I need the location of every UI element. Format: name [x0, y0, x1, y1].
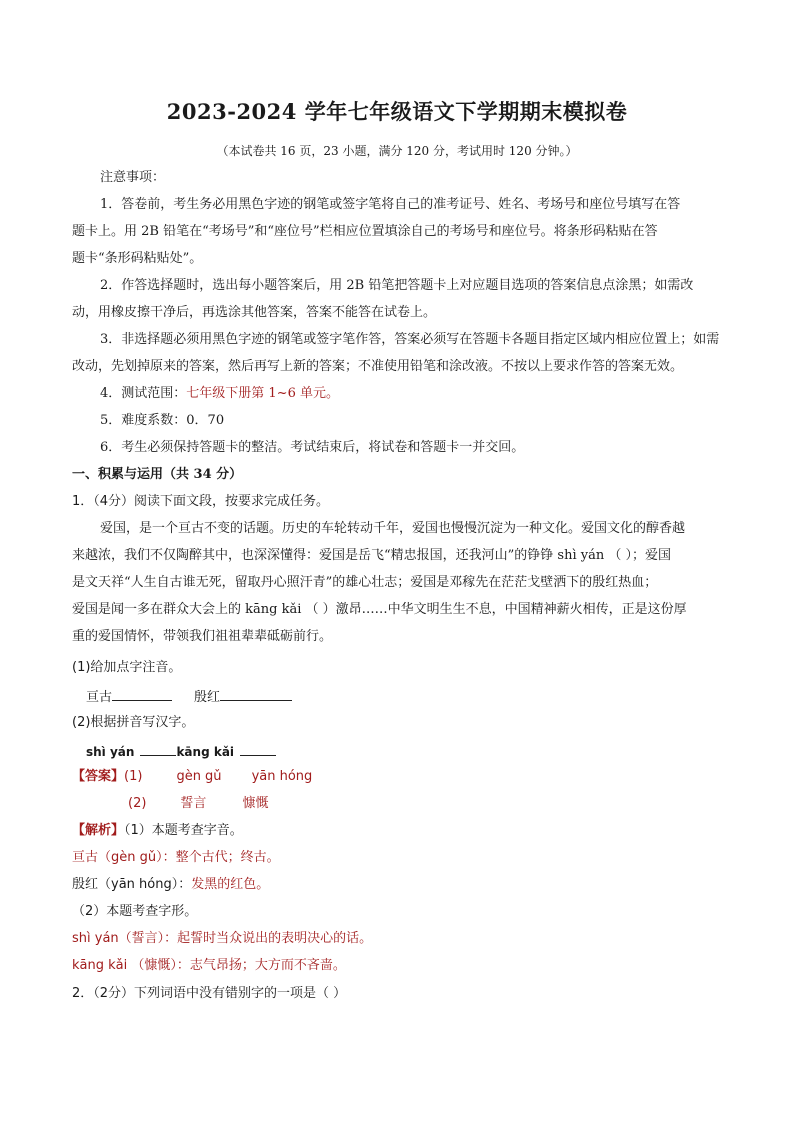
question-2-stem: 2．（2分）下列词语中没有错别字的一项是（ ）	[72, 986, 347, 1001]
test-range: 七年级下册第 1~6 单元。	[186, 386, 339, 401]
word-gengu: 亘古	[86, 690, 113, 705]
pinyin-shiyan: shì yán	[86, 745, 135, 759]
subquestion-1-items	[86, 686, 292, 708]
note-1-line-1: 1．答卷前，考生务必用黑色字迹的钢笔或签字笔将自己的准考证号、姓名、考场号和座位号填写在答	[100, 197, 681, 212]
passage-line-1: 爱国，是一个亘古不变的话题。历史的车轮转动千年，爱国也慢慢沉淀为一种文化。爱国文化的醇香越	[100, 521, 686, 536]
exam-title: 2023-2024 学年七年级语文下学期期末模拟卷	[166, 99, 628, 124]
analysis-gengu-meaning: 整个古代；终古。	[175, 850, 280, 865]
analysis-yanhong-meaning: 发黑的红色。	[191, 877, 270, 892]
exam-subtitle: （本试卷共 16 页，23 小题，满分 120 分，考试用时 120 分钟。）	[216, 144, 578, 158]
word-yanhong: 殷红	[194, 690, 221, 705]
analysis-kangkai-meaning: 志气昂扬；大方而不吝啬。	[189, 958, 346, 973]
answer-label: 【答案】	[72, 769, 125, 784]
passage-line-3: 是文天祥“人生自古谁无死，留取丹心照汗青”的雄心壮志；爱国是邓稼先在茫茫戈壁洒下的殷红热血；	[72, 575, 658, 590]
note-4	[100, 384, 339, 404]
answer-blank	[220, 686, 292, 701]
note-2-line-1: 2．作答选择题时，选出每小题答案后，用 2B 铅笔把答题卡上对应题目选项的答案信息点涂黑；如需改	[100, 278, 694, 293]
subquestion-2: (2)根据拼音写汉字。	[72, 715, 195, 730]
answer-row-2	[128, 794, 268, 814]
passage-line-5: 重的爱国情怀，带领我们祖祖辈辈砥砺前行。	[72, 629, 333, 644]
answer-blank	[112, 686, 172, 701]
analysis-kangkai-term: kāng kǎi （慷慨）：	[72, 958, 190, 973]
notes-heading: 注意事项：	[100, 170, 166, 185]
analysis-part-1: （1）本题考查字音。	[124, 823, 243, 838]
subquestion-2-items	[86, 741, 276, 762]
answer-num-1: (1)	[124, 769, 143, 784]
note-2-line-2: 动，用橡皮擦干净后，再选涂其他答案，答案不能答在试卷上。	[72, 305, 437, 320]
analysis-shiyan-term: shì yán（誓言）：	[72, 931, 178, 946]
note-4-prefix: 4．测试范围：	[100, 386, 187, 401]
analysis-shiyan-meaning: 起誓时当众说出的表明决心的话。	[177, 931, 373, 946]
analysis-part-2: （2）本题考查字形。	[72, 904, 198, 919]
analysis-yanhong	[72, 875, 269, 895]
analysis-label: 【解析】	[72, 823, 125, 838]
answer-num-2: (2)	[128, 796, 147, 811]
answer-blank	[240, 741, 276, 756]
note-3-line-1: 3．非选择题必须用黑色字迹的钢笔或签字笔作答，答案必须写在答题卡各题目指定区域内相应位置上；如需	[100, 332, 720, 347]
answer-yanhong: yān hóng	[251, 769, 313, 784]
note-6: 6．考生必须保持答题卡的整洁。考试结束后，将试卷和答题卡一并交回。	[100, 440, 525, 455]
pinyin-kangkai: kāng kǎi	[176, 745, 235, 759]
analysis-yanhong-term: 殷红（yān hóng）：	[72, 877, 192, 892]
note-5: 5．难度系数：0．70	[100, 413, 225, 428]
section-1-heading: 一、积累与运用（共 34 分）	[72, 467, 243, 482]
passage-line-2: 来越浓，我们不仅陶醉其中，也深深懂得：爱国是岳飞“精忠报国，还我河山”的铮铮 shì yán （ ）；爱国	[72, 548, 671, 563]
analysis-gengu-term: 亘古（gèn gǔ）：	[72, 850, 176, 865]
note-1-line-2: 题卡上。用 2B 铅笔在“考场号”和“座位号”栏相应位置填涂自己的考场号和座位号。将条形码粘贴在答	[72, 224, 658, 239]
analysis-kangkai	[72, 956, 346, 976]
note-1-line-3: 题卡“条形码粘贴处”。	[72, 251, 203, 266]
answer-kangkai: 慷慨	[242, 796, 269, 811]
question-1-stem: 1．（4分）阅读下面文段，按要求完成任务。	[72, 494, 330, 509]
passage-line-4: 爱国是闻一多在群众大会上的 kāng kǎi （ ）激昂……中华文明生生不息，中国精神薪火相传，正是这份厚	[72, 602, 687, 617]
answer-blank	[140, 741, 176, 756]
subquestion-1: (1)给加点字注音。	[72, 660, 182, 675]
answer-row-1	[72, 767, 312, 787]
answer-shiyan: 誓言	[180, 796, 207, 811]
note-3-line-2: 改动，先划掉原来的答案，然后再写上新的答案；不准使用铅笔和涂改液。不按以上要求作答的答案无效。	[72, 359, 684, 374]
analysis-shiyan	[72, 929, 372, 949]
analysis-row-1	[72, 821, 243, 841]
answer-gengu: gèn gǔ	[176, 769, 222, 784]
analysis-gengu	[72, 848, 280, 868]
